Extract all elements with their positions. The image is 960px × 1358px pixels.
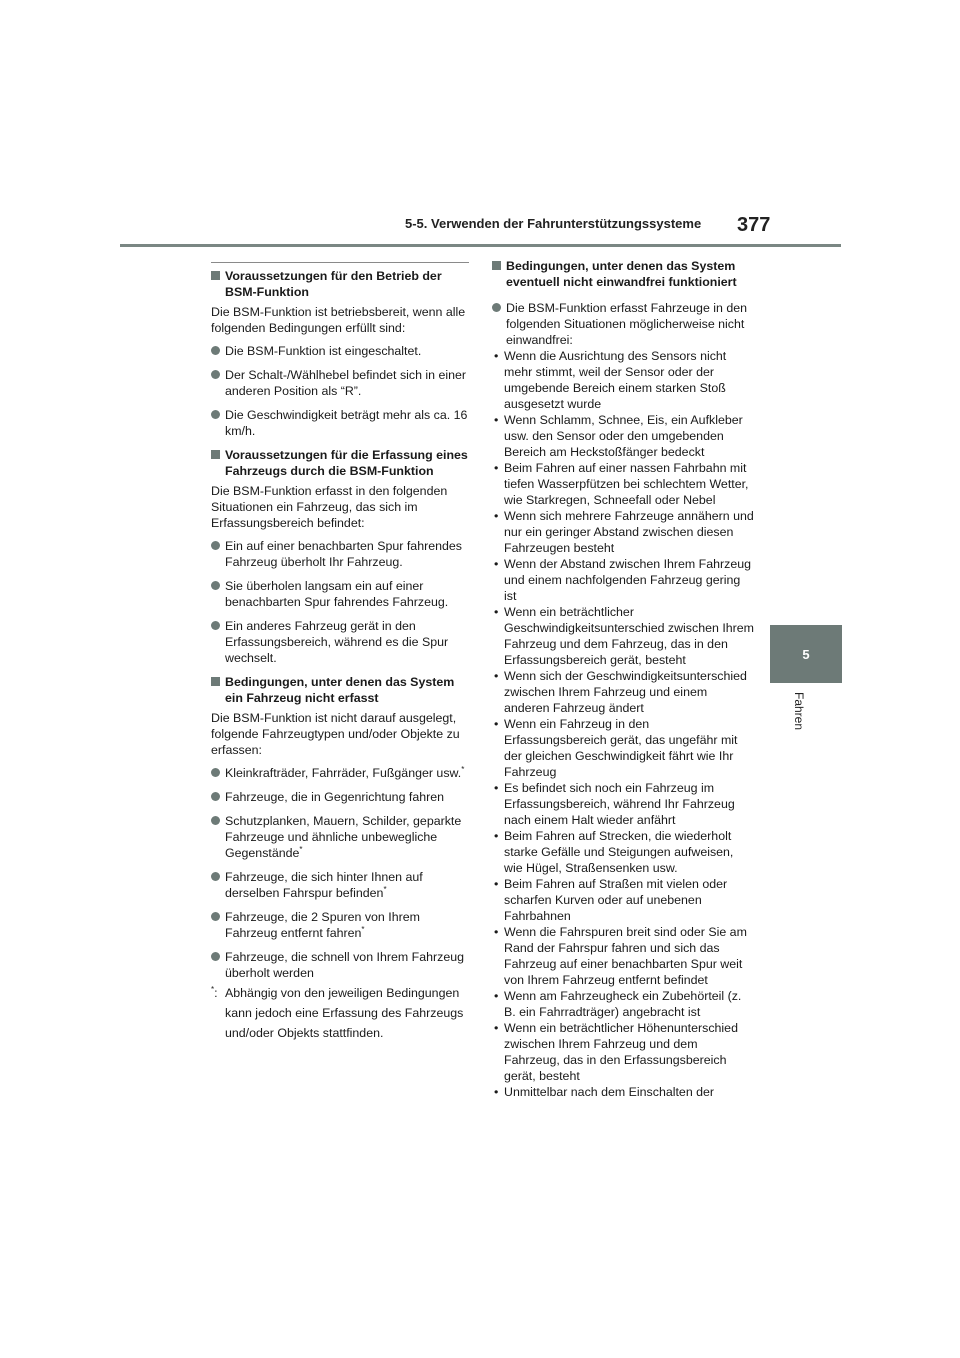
- bullet-text: Fahrzeuge, die sich hinter Ihnen auf derselben Fahrspur befinden: [225, 870, 423, 900]
- footnote-ref: *: [461, 764, 465, 774]
- condition-item: • Beim Fahren auf Strecken, die wiederholt starke Gefälle und Steigungen aufweisen, wie Hügel, Straßensenken usw.: [492, 828, 754, 876]
- header-rule: [120, 244, 841, 247]
- bullet-item: [211, 813, 471, 861]
- bullet-item: [211, 765, 471, 781]
- footnote-ref: *: [299, 844, 303, 854]
- heading-malfunction-conditions: Bedingungen, unter denen das System eventuell nicht einwandfrei funktioniert: [492, 258, 754, 290]
- footnote-text: Abhängig von den jeweiligen Bedingungen kann jedoch eine Erfassung des Fahrzeugs und/oder Objekts stattfinden.: [225, 986, 464, 1040]
- condition-item: • Wenn am Fahrzeugheck ein Zubehörteil (z. B. ein Fahrradträger) angebracht ist: [492, 988, 754, 1020]
- bullet-item: Fahrzeuge, die schnell von Ihrem Fahrzeug überholt werden: [211, 949, 471, 981]
- heading-operating-conditions: Voraussetzungen für den Betrieb der BSM-Funktion: [211, 268, 471, 300]
- condition-item: • Beim Fahren auf einer nassen Fahrbahn mit tiefen Wasserpfützen bei schlechtem Wetter, wie Starkregen, Schneefall oder Nebel: [492, 460, 754, 508]
- footnote: [211, 983, 471, 1043]
- condition-item: • Wenn der Abstand zwischen Ihrem Fahrzeug und einem nachfolgenden Fahrzeug gering ist: [492, 556, 754, 604]
- condition-item: • Es befindet sich noch ein Fahrzeug im Erfassungsbereich, während Ihr Fahrzeug nach einem Halt wieder anfährt: [492, 780, 754, 828]
- heading-detection-conditions: Voraussetzungen für die Erfassung eines Fahrzeugs durch die BSM-Funktion: [211, 447, 471, 479]
- bullet-text: Kleinkrafträder, Fahrräder, Fußgänger usw.: [225, 766, 462, 780]
- bullet-item: [211, 869, 471, 901]
- bullet-item: Sie überholen langsam ein auf einer benachbarten Spur fahrendes Fahrzeug.: [211, 578, 471, 610]
- condition-item: • Wenn ein beträchtlicher Höhenunterschied zwischen Ihrem Fahrzeug und dem Fahrzeug, das in den Erfassungsbereich gerät, besteht: [492, 1020, 754, 1084]
- left-column: [211, 258, 471, 1043]
- section-title: 5-5. Verwenden der Fahrunterstützungssysteme: [405, 216, 702, 231]
- paragraph: Die BSM-Funktion ist nicht darauf ausgelegt, folgende Fahrzeugtypen und/oder Objekte zu erfassen:: [211, 711, 460, 757]
- footnote-mark: *:: [211, 984, 218, 1000]
- chapter-tab: [770, 625, 842, 683]
- bullet-item: Die Geschwindigkeit beträgt mehr als ca. 16 km/h.: [211, 407, 471, 439]
- condition-item: • Beim Fahren auf Straßen mit vielen oder scharfen Kurven oder auf unebenen Fahrbahnen: [492, 876, 754, 924]
- condition-item: • Wenn die Fahrspuren breit sind oder Sie am Rand der Fahrspur fahren und sich das Fahrzeug auf einer benachbarten Spur weit von Ihrem Fahrzeug entfernt befindet: [492, 924, 754, 988]
- condition-item: • Wenn ein beträchtlicher Geschwindigkeitsunterschied zwischen Ihrem Fahrzeug und dem Fahrzeug, das in den Erfassungsbereich gerät, besteht: [492, 604, 754, 668]
- footnote-ref: *: [383, 884, 387, 894]
- footnote-ref: *: [361, 924, 365, 934]
- chapter-number: 5: [802, 646, 810, 662]
- condition-item: • Wenn ein Fahrzeug in den Erfassungsbereich gerät, das ungefähr mit der gleichen Geschwindigkeit fährt wie Ihr Fahrzeug: [492, 716, 754, 780]
- bullet-item: Die BSM-Funktion ist eingeschaltet.: [211, 343, 471, 359]
- condition-item: • Wenn die Ausrichtung des Sensors nicht mehr stimmt, weil der Sensor oder der umgebende Bereich einem starken Stoß ausgesetzt wurde: [492, 348, 754, 412]
- bullet-item: Die BSM-Funktion erfasst Fahrzeuge in den folgenden Situationen möglicherweise nicht einwandfrei:: [492, 300, 754, 348]
- right-column: [492, 258, 754, 1100]
- page-number: 377: [737, 214, 771, 236]
- condition-item: • Wenn Schlamm, Schnee, Eis, ein Aufkleber usw. den Sensor oder den umgebenden Bereich am Heckstoßfänger bedeckt: [492, 412, 754, 460]
- bullet-item: Fahrzeuge, die in Gegenrichtung fahren: [211, 789, 471, 805]
- condition-item: • Wenn sich der Geschwindigkeitsunterschied zwischen Ihrem Fahrzeug und einem anderen Fahrzeug ändert: [492, 668, 754, 716]
- condition-item: • Unmittelbar nach dem Einschalten der: [492, 1084, 754, 1100]
- bullet-item: Ein auf einer benachbarten Spur fahrendes Fahrzeug überholt Ihr Fahrzeug.: [211, 538, 471, 570]
- bullet-item: Der Schalt-/Wählhebel befindet sich in einer anderen Position als “R”.: [211, 367, 471, 399]
- bullet-text: Schutzplanken, Mauern, Schilder, geparkte Fahrzeuge und ähnliche unbewegliche Gegenstände: [225, 814, 462, 860]
- condition-list: [492, 348, 754, 1100]
- paragraph: Die BSM-Funktion erfasst in den folgenden Situationen ein Fahrzeug, das sich im Erfassungsbereich befindet:: [211, 484, 448, 530]
- condition-item: • Wenn sich mehrere Fahrzeuge annähern und nur ein geringer Abstand zwischen diesen Fahrzeugen besteht: [492, 508, 754, 556]
- bullet-item: Ein anderes Fahrzeug gerät in den Erfassungsbereich, während es die Spur wechselt.: [211, 618, 471, 666]
- heading-not-detected: Bedingungen, unter denen das System ein Fahrzeug nicht erfasst: [211, 674, 471, 706]
- bullet-text: Fahrzeuge, die 2 Spuren von Ihrem Fahrzeug entfernt fahren: [225, 910, 420, 940]
- chapter-label: Fahren: [792, 692, 806, 731]
- paragraph: Die BSM-Funktion ist betriebsbereit, wenn alle folgenden Bedingungen erfüllt sind:: [211, 305, 466, 335]
- bullet-item: [211, 909, 471, 941]
